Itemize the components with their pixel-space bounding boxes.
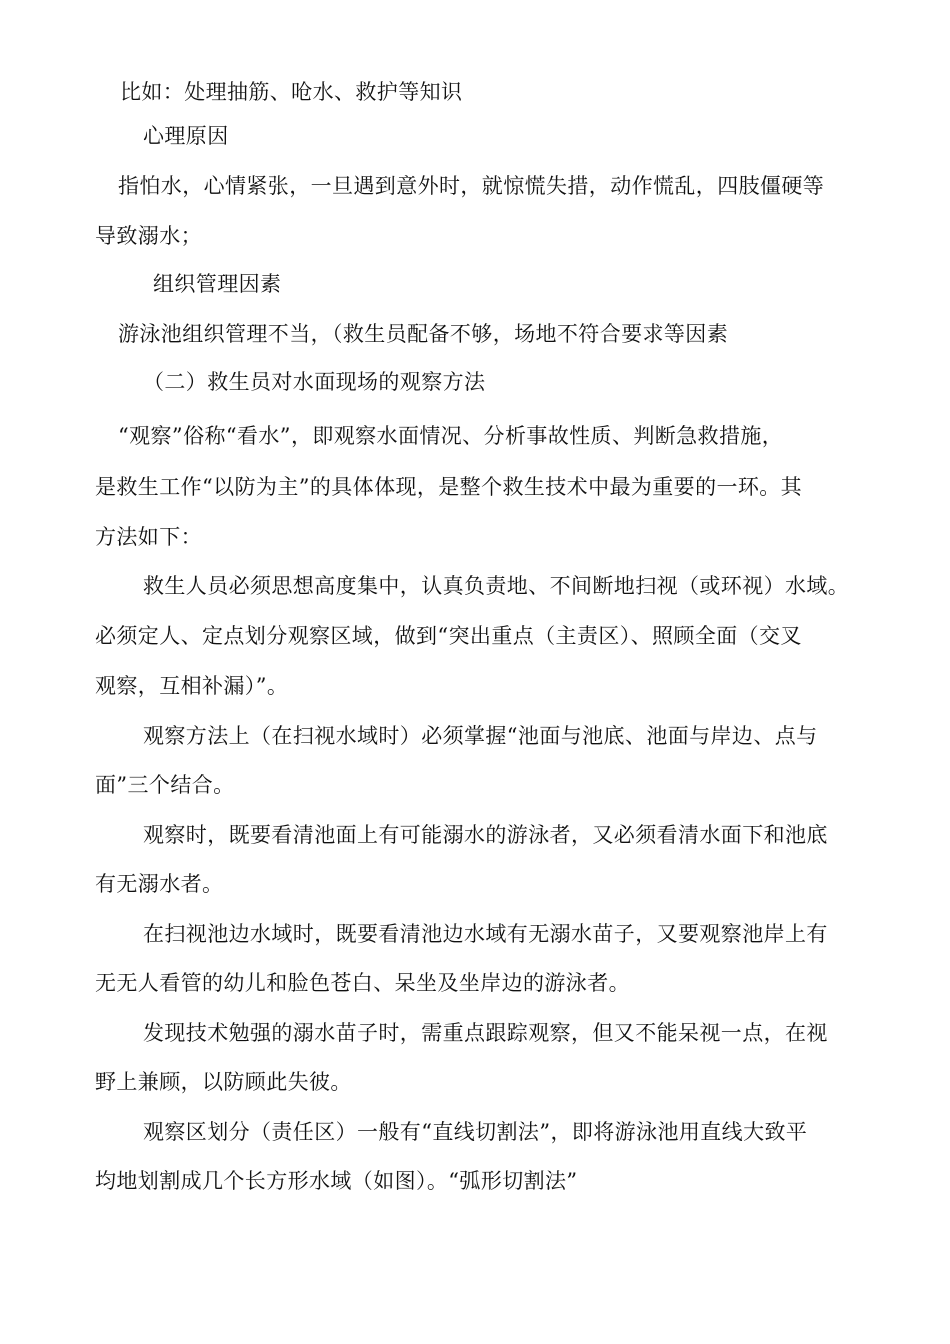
text-line: “观察”俗称“看水”，即观察水面情况、分析事故性质、判断急救措施， (118, 424, 784, 448)
text-line: 在扫视池边水域时，既要看清池边水域有无溺水苗子，又要观察池岸上有 (143, 922, 828, 946)
text-line: 观察，互相补漏）”。 (95, 674, 289, 698)
text-line: 均地划割成几个长方形水域（如图）。“弧形切割法” (95, 1169, 578, 1193)
text-line: 救生人员必须思想高度集中，认真负责地、不间断地扫视（或环视）水域。 (143, 574, 850, 598)
text-line: 观察方法上（在扫视水域时）必须掌握“池面与池底、池面与岸边、点与 (143, 724, 818, 748)
text-line: 观察区划分（责任区）一般有“直线切割法”，即将游泳池用直线大致平 (143, 1120, 808, 1144)
section-heading: 组织管理因素 (153, 272, 282, 296)
text-line: 指怕水，心情紧张，一旦遇到意外时，就惊慌失措，动作慌乱，四肢僵硬等 (118, 174, 825, 198)
text-line: 无无人看管的幼儿和脸色苍白、呆坐及坐岸边的游泳者。 (95, 971, 630, 995)
text-line: 是救生工作“以防为主”的具体体现，是整个救生技术中最为重要的一环。其 (95, 475, 803, 499)
text-line: 必须定人、定点划分观察区域，做到“突出重点（主责区）、照顾全面（交叉 (95, 624, 802, 648)
text-line: 有无溺水者。 (95, 872, 224, 896)
text-line: 面”三个结合。 (95, 773, 235, 797)
text-line: 方法如下： (95, 525, 202, 549)
text-line: 观察时，既要看清池面上有可能溺水的游泳者，又必须看清水面下和池底 (143, 823, 828, 847)
text-line: 野上兼顾，以防顾此失彼。 (95, 1070, 352, 1094)
section-heading: 心理原因 (143, 124, 229, 148)
text-line: 导致溺水； (95, 224, 202, 248)
text-line: 比如：处理抽筋、呛水、救护等知识 (120, 80, 463, 104)
text-line: 游泳池组织管理不当，（救生员配备不够，场地不符合要求等因素 (118, 322, 729, 346)
section-heading: （二）救生员对水面现场的观察方法 (143, 370, 486, 394)
text-line: 发现技术勉强的溺水苗子时，需重点跟踪观察，但又不能呆视一点，在视 (143, 1021, 828, 1045)
